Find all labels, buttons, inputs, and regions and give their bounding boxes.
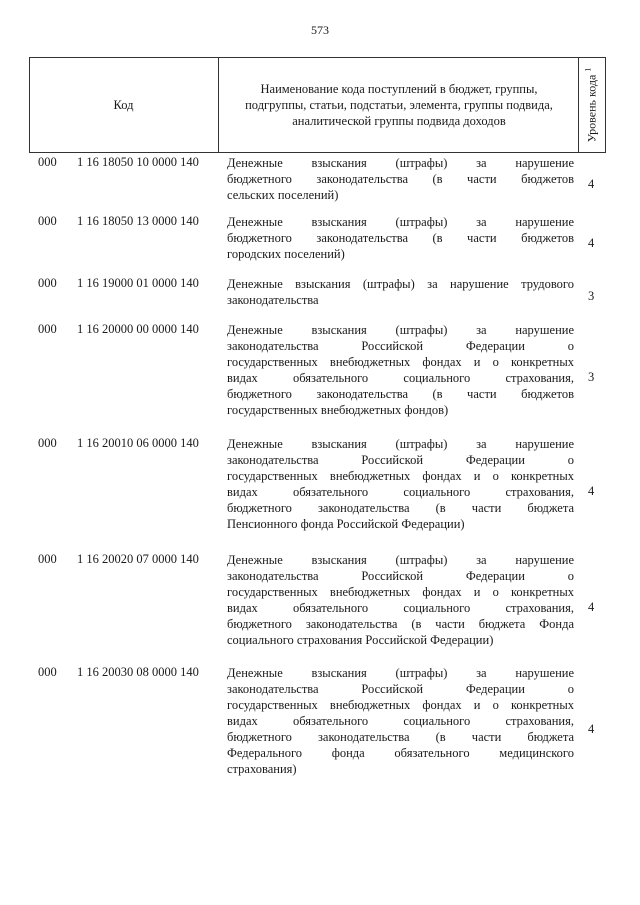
name-line: Денежные взыскания (штрафы) за нарушение [227,553,574,567]
code-level: 3 [588,289,595,303]
name-line: законодательства Российской Федерации о [227,453,574,467]
income-code: 1 16 20010 06 0000 140 [77,436,199,450]
name-line: законодательства Российской Федерации о [227,339,574,353]
name-line: государственных внебюджетных фондах и о конкретных [227,585,574,599]
income-name [227,665,574,777]
admin-code: 000 [38,436,57,450]
income-code: 1 16 18050 10 0000 140 [77,155,199,169]
admin-code: 000 [38,155,57,169]
name-line: государственных внебюджетных фондах и о конкретных [227,355,574,369]
header-level [579,58,605,152]
name-line: законодательства Российской Федерации о [227,682,574,696]
name-line: государственных внебюджетных фондах и о конкретных [227,469,574,483]
name-line: видах обязательного социального страхования, [227,601,574,615]
name-line: Федерального фонда обязательного медицинского [227,746,574,760]
header-name-line: подгруппы, статьи, подстатьи, элемента, группы подвида, [245,98,553,112]
code-level: 4 [588,484,595,498]
admin-code: 000 [38,665,57,679]
name-line: Денежные взыскания (штрафы) за нарушение [227,156,574,170]
income-name [227,276,574,308]
name-line: законодательства Российской Федерации о [227,569,574,583]
code-level: 4 [588,236,595,250]
income-code: 1 16 18050 13 0000 140 [77,214,199,228]
income-name [227,322,574,418]
admin-code: 000 [38,214,57,228]
name-line: государственных внебюджетных фондов) [227,403,449,417]
name-line: сельских поселений) [227,188,339,202]
income-name [227,214,574,262]
income-code: 1 16 20030 08 0000 140 [77,665,199,679]
admin-code: 000 [38,552,57,566]
code-level: 3 [588,370,595,384]
header-name-line: аналитической группы подвида доходов [292,114,506,128]
income-name [227,552,574,648]
name-line: страхования) [227,762,297,776]
name-line: Денежные взыскания (штрафы) за нарушение трудового [227,277,574,291]
income-name [227,436,574,532]
header-level-label: Уровень кода [584,74,599,143]
page-number: 573 [311,23,329,37]
name-line: бюджетного законодательства (в части бюджета Фонда [227,617,574,631]
admin-code: 000 [38,276,57,290]
name-line: социального страхования Российской Федерации) [227,633,494,647]
income-code: 1 16 19000 01 0000 140 [77,276,199,290]
admin-code: 000 [38,322,57,336]
header-name [221,81,577,129]
table-header [29,57,606,153]
name-line: бюджетного законодательства (в части бюджетов [227,172,574,186]
header-code: Код [113,98,134,112]
name-line: бюджетного законодательства (в части бюджетов [227,231,574,245]
name-line: Пенсионного фонда Российской Федерации) [227,517,465,531]
name-line: видах обязательного социального страхования, [227,714,574,728]
name-line: Денежные взыскания (штрафы) за нарушение [227,437,574,451]
code-level: 4 [588,600,595,614]
header-divider [605,58,606,152]
name-line: Денежные взыскания (штрафы) за нарушение [227,215,574,229]
name-line: городских поселений) [227,247,345,261]
name-line: законодательства [227,293,319,307]
income-code: 1 16 20020 07 0000 140 [77,552,199,566]
header-level-footnote: 1 [583,67,593,72]
name-line: Денежные взыскания (штрафы) за нарушение [227,666,574,680]
name-line: видах обязательного социального страхования, [227,371,574,385]
name-line: бюджетного законодательства (в части бюджета [227,730,574,744]
income-name [227,155,574,203]
name-line: бюджетного законодательства (в части бюджета [227,501,574,515]
name-line: бюджетного законодательства (в части бюджетов [227,387,574,401]
header-divider [218,58,219,152]
code-level: 4 [588,177,595,191]
name-line: государственных внебюджетных фондах и о конкретных [227,698,574,712]
income-code: 1 16 20000 00 0000 140 [77,322,199,336]
code-level: 4 [588,722,595,736]
name-line: Денежные взыскания (штрафы) за нарушение [227,323,574,337]
name-line: видах обязательного социального страхования, [227,485,574,499]
header-name-line: Наименование кода поступлений в бюджет, группы, [260,82,538,96]
